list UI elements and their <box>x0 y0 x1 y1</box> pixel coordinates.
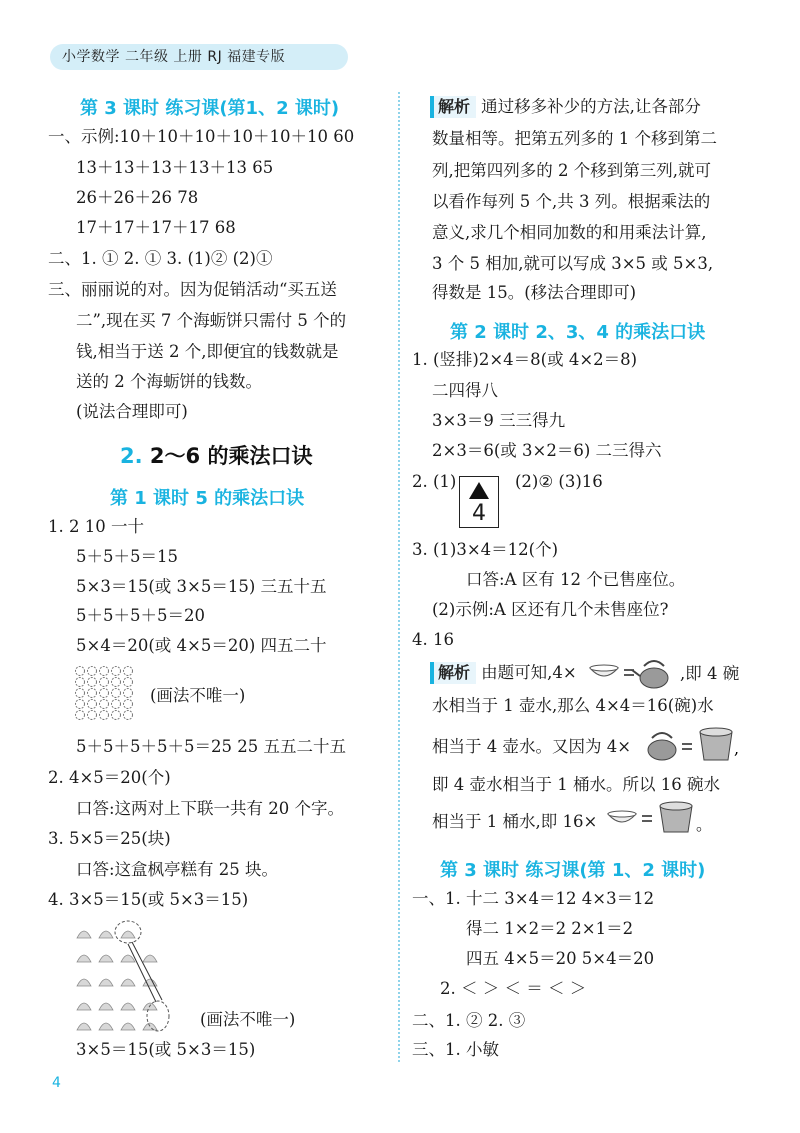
cake-grid-figure <box>72 920 192 1032</box>
answer-line: (2)示例:A 区还有几个未售座位? <box>432 600 669 619</box>
answer-line: 4. 16 <box>412 630 454 649</box>
answer-line: 得二 1×2＝2 2×1＝2 <box>466 919 634 938</box>
section-title-lesson3-practice: 第 3 课时 练习课(第 1、2 课时) <box>440 860 706 881</box>
answer-line: 2×3＝6(或 3×2＝6) 二三得六 <box>432 441 662 460</box>
bowl-equals-bucket-icon <box>606 800 726 836</box>
answer-line: 2. 4×5＝20(个) <box>48 768 171 787</box>
analysis-line: 数量相等。把第五列多的 1 个移到第二 <box>432 129 717 148</box>
answer-line: (说法合理即可) <box>76 402 188 421</box>
analysis-line: 得数是 15。(移法合理即可) <box>432 283 637 302</box>
answer-line: 二四得八 <box>432 381 498 400</box>
answer-line: 5×4＝20(或 4×5＝20) 四五二十 <box>76 636 327 655</box>
answer-line: 5＋5＋5＋5＝20 <box>76 606 205 625</box>
answer-line: 4. 3×5＝15(或 5×3＝15) <box>48 890 249 909</box>
answer-line: 5＋5＋5＋5＋5＝25 25 五五二十五 <box>76 737 346 756</box>
chapter-number: 2. <box>120 444 143 468</box>
answer-line: 一、1. 十二 3×4＝12 4×3＝12 <box>412 889 655 908</box>
answer-line: 5＋5＋5＝15 <box>76 547 178 566</box>
answer-line: 三、丽丽说的对。因为促销活动“买五送 <box>48 280 337 299</box>
analysis-line: 即 4 壶水相当于 1 桶水。所以 16 碗水 <box>432 775 720 794</box>
analysis-line: 相当于 4 壶水。又因为 4× <box>432 737 632 756</box>
drawing-note: (画法不唯一) <box>200 1010 296 1029</box>
answer-line: 17＋17＋17＋17 68 <box>76 218 236 237</box>
circle-grid-figure <box>74 665 138 723</box>
answer-line: 3×3＝9 三三得九 <box>432 411 566 430</box>
analysis-line: 由题可知,4× <box>481 663 577 682</box>
answer-line: 二”,现在买 7 个海蛎饼只需付 5 个的 <box>76 311 347 330</box>
answer-line: 26＋26＋26 78 <box>76 188 199 207</box>
kettle-equals-bucket-icon <box>646 724 746 764</box>
analysis-label: 解析 <box>430 96 476 118</box>
header-banner: 小学数学 二年级 上册 RJ 福建专版 <box>50 44 348 70</box>
answer-line: 口答:A 区有 12 个已售座位。 <box>466 570 686 589</box>
answer-line: 二、1. ② 2. ③ <box>412 1011 526 1030</box>
analysis-label: 解析 <box>430 662 476 684</box>
answer-line: 1. (竖排)2×4＝8(或 4×2＝8) <box>412 350 638 369</box>
section-title-lesson1: 第 1 课时 5 的乘法口诀 <box>110 488 305 509</box>
analysis-line: 3 个 5 相加,就可以写成 3×5 或 5×3, <box>432 254 714 273</box>
drawing-note: (画法不唯一) <box>150 686 246 705</box>
answer-line: 二、1. ① 2. ① 3. (1)② (2)① <box>48 249 273 268</box>
answer-line: 送的 2 个海蛎饼的钱数。 <box>76 372 262 391</box>
answer-line: 3. (1)3×4＝12(个) <box>412 540 559 559</box>
triangle-card-figure <box>459 476 499 528</box>
answer-line: (2)② (3)16 <box>515 472 603 491</box>
section-title-lesson2: 第 2 课时 2、3、4 的乘法口诀 <box>450 322 706 343</box>
answer-line: 口答:这两对上下联一共有 20 个字。 <box>76 799 345 818</box>
section-title-lesson3: 第 3 课时 练习课(第1、2 课时) <box>80 98 340 119</box>
svg-text:,: , <box>734 739 740 758</box>
analysis-line: ,即 4 碗 <box>680 664 740 683</box>
answer-line: 一、示例:10＋10＋10＋10＋10＋10 60 <box>48 127 355 146</box>
answer-line: 13＋13＋13＋13＋13 65 <box>76 158 274 177</box>
answer-line: 3. 5×5＝25(块) <box>48 829 171 848</box>
column-divider <box>398 92 400 1062</box>
analysis-line: 水相当于 1 壶水,那么 4×4＝16(碗)水 <box>432 696 714 715</box>
answer-line: 2. ＜ ＞ ＜ ＝ ＜ ＞ <box>440 979 587 998</box>
answer-line: 钱,相当于送 2 个,即便宜的钱数就是 <box>76 342 339 361</box>
analysis-line: 意义,求几个相同加数的和用乘法计算, <box>432 223 707 242</box>
page-number: 4 <box>52 1075 61 1091</box>
answer-line: 1. 2 10 一十 <box>48 517 144 536</box>
bowl-equals-kettle-icon <box>588 656 680 690</box>
analysis-line: 以看作每列 5 个,共 3 列。根据乘法的 <box>432 192 711 211</box>
answer-line: 3×5＝15(或 5×3＝15) <box>76 1040 256 1059</box>
triangle-icon <box>469 482 489 499</box>
chapter-title: 2～6 的乘法口诀 <box>149 444 313 468</box>
answer-line: 四五 4×5＝20 5×4＝20 <box>466 949 655 968</box>
analysis-block-1 <box>430 96 701 118</box>
analysis-line: 列,把第四列多的 2 个移到第三列,就可 <box>432 161 711 180</box>
analysis-line: 相当于 1 桶水,即 16× <box>432 812 598 831</box>
answer-line: 三、1. 小敏 <box>412 1040 499 1059</box>
answer-line: 2. (1) <box>412 472 457 491</box>
svg-text:。: 。 <box>696 815 713 834</box>
analysis-block-2 <box>430 662 577 684</box>
analysis-line: 通过移多补少的方法,让各部分 <box>481 97 701 116</box>
answer-line: 口答:这盒枫亭糕有 25 块。 <box>76 860 279 879</box>
card-number: 4 <box>472 501 486 526</box>
chapter-heading <box>120 440 312 470</box>
answer-line: 5×3＝15(或 3×5＝15) 三五十五 <box>76 577 327 596</box>
